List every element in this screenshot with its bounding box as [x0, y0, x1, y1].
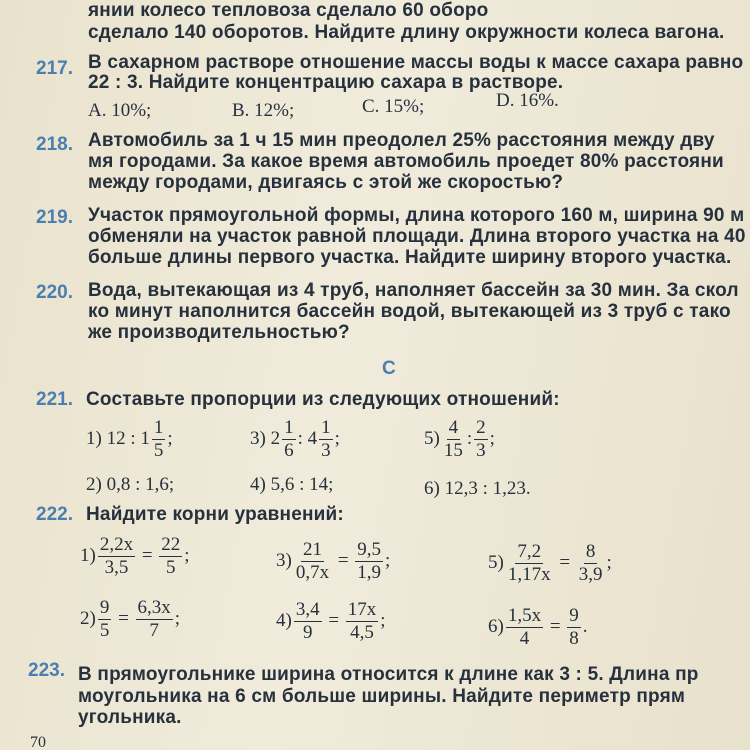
problem-217-option-b: B. 12%; [232, 100, 295, 121]
problem-217-option-d: D. 16%. [496, 90, 559, 111]
denominator: 5 [99, 619, 110, 641]
numerator: 7,2 [517, 541, 542, 562]
fraction [136, 598, 173, 641]
math-token: 1) 12 : 1 [86, 428, 150, 450]
math-token: = [323, 610, 344, 632]
fraction [346, 600, 379, 643]
problem-219-line-2: обменяли на участок равной площади. Длина второго участка на 40 [88, 226, 746, 247]
prev-problem-line-1: янии колесо тепловоза сделало 60 оборо [88, 0, 489, 21]
problem-221-item-5 [424, 418, 495, 461]
fraction [319, 418, 333, 461]
denominator: 3,9 [578, 563, 603, 585]
numerator: 1,5x [507, 605, 542, 626]
denominator: 9 [302, 621, 313, 643]
fraction [506, 542, 553, 585]
problem-219-line-3: больше длины первого участка. Найдите ширину второго участка. [88, 247, 732, 268]
problem-217-line-2: 22 : 3. Найдите концентрацию сахара в растворе. [88, 72, 564, 93]
problem-222-number: 222. [36, 504, 73, 525]
problem-218-line-1: Автомобиль за 1 ч 15 мин преодолел 25% расстояния между дву [88, 130, 715, 151]
fraction [506, 606, 543, 649]
math-token: 4) [276, 610, 292, 632]
math-token: 3) [276, 550, 292, 572]
problem-217-number: 217. [36, 58, 73, 79]
math-token: ; [380, 610, 386, 632]
problem-222-equation-3 [276, 540, 390, 583]
fraction [442, 418, 465, 461]
numerator: 22 [161, 534, 181, 555]
problem-223-number: 223. [28, 660, 65, 681]
section-heading-c: C [382, 358, 396, 379]
problem-222-equation-1 [80, 535, 190, 578]
problem-220-line-1: Вода, вытекающая из 4 труб, наполняет бассейн за 30 мин. За скол [88, 280, 739, 301]
math-token: = [137, 545, 158, 567]
problem-217-option-c: C. 15%; [362, 96, 425, 117]
problem-217-line-1: В сахарном растворе отношение массы воды к массе сахара равно [88, 52, 744, 73]
problem-219-line-1: Участок прямоугольной формы, длина которого 160 м, ширина 90 м [88, 205, 745, 226]
denominator: 1,9 [357, 561, 382, 583]
problem-222-equation-4 [276, 600, 386, 643]
fraction [98, 535, 135, 578]
denominator: 3 [321, 439, 331, 461]
problem-219-number: 219. [36, 207, 73, 228]
math-token: 2) [80, 608, 96, 630]
problem-222-equation-2 [80, 598, 180, 641]
math-token: = [554, 552, 575, 574]
denominator: 4 [519, 627, 530, 649]
math-token: 6) [488, 616, 504, 638]
problem-221-item-6: 6) 12,3 : 1,23. [424, 478, 531, 499]
denominator: 3,5 [104, 556, 129, 578]
math-token: 1) [80, 545, 96, 567]
math-token: ; [489, 428, 495, 450]
math-token: : 4 [297, 428, 318, 450]
denominator: 5 [153, 439, 164, 461]
problem-220-line-3: же производительностью? [88, 322, 350, 343]
fraction [294, 540, 331, 583]
math-token: ; [334, 428, 340, 450]
numerator: 2 [476, 417, 486, 438]
problem-223-line-2: моугольника на 6 см больше ширины. Найдите периметр прям [78, 686, 686, 707]
math-token: = [333, 550, 354, 572]
problem-221-item-4: 4) 5,6 : 14; [250, 474, 334, 495]
denominator: 15 [443, 439, 463, 461]
problem-221-item-3 [250, 418, 340, 461]
page-number: 70 [30, 734, 46, 750]
problem-221-item-2: 2) 0,8 : 1,6; [86, 474, 175, 495]
denominator: 3 [476, 439, 486, 461]
denominator: 0,7x [295, 561, 330, 583]
numerator: 4 [448, 417, 459, 438]
numerator: 21 [302, 539, 322, 560]
fraction [294, 600, 322, 643]
math-token: 5) [488, 552, 504, 574]
numerator: 1 [153, 417, 164, 438]
math-token: 3) 2 [250, 428, 281, 450]
problem-218-line-2: мя городами. За какое время автомобиль проедет 80% расстояни [88, 151, 724, 172]
denominator: 6 [284, 439, 294, 461]
fraction [152, 418, 166, 461]
denominator: 1,17x [507, 563, 551, 585]
fraction [577, 542, 605, 585]
numerator: 6,3x [137, 597, 171, 618]
numerator: 1 [321, 417, 331, 438]
problem-221-item-1 [86, 418, 173, 461]
numerator: 2,2x [99, 534, 134, 555]
math-token: : [466, 428, 473, 450]
fraction [567, 606, 581, 649]
fraction [474, 418, 488, 461]
math-token: ; [606, 552, 612, 574]
problem-220-line-2: ко минут наполнится бассейн водой, вытекающей из 3 труб с тако [88, 301, 731, 322]
problem-223-line-3: угольника. [78, 707, 182, 728]
problem-217-option-a: A. 10%; [88, 100, 152, 121]
numerator: 17x [347, 599, 377, 620]
math-token: ; [385, 550, 391, 572]
fraction [355, 540, 383, 583]
prev-problem-line-2: сделало 140 оборотов. Найдите длину окружности колеса вагона. [88, 22, 725, 43]
numerator: 9 [99, 597, 110, 618]
problem-221-title: Составьте пропорции из следующих отношений: [86, 389, 560, 410]
problem-218-line-3: между городами, двигаясь с этой же скоростью? [88, 172, 564, 193]
problem-222-title: Найдите корни уравнений: [86, 504, 344, 525]
numerator: 9,5 [357, 539, 382, 560]
numerator: 1 [284, 417, 294, 438]
numerator: 8 [585, 541, 596, 562]
fraction [159, 535, 182, 578]
math-token: 5) [424, 428, 440, 450]
problem-221-number: 221. [36, 389, 73, 410]
fraction [282, 418, 296, 461]
denominator: 4,5 [350, 621, 374, 643]
problem-222-equation-6 [488, 606, 588, 649]
problem-222-equation-5 [488, 542, 612, 585]
problem-220-number: 220. [36, 282, 73, 303]
math-token: = [113, 608, 134, 630]
problem-223-line-1: В прямоугольнике ширина относится к длине как 3 : 5. Длина пр [78, 664, 699, 685]
denominator: 5 [166, 556, 176, 578]
math-token: ; [184, 545, 190, 567]
denominator: 8 [569, 627, 579, 649]
problem-218-number: 218. [36, 134, 73, 155]
math-token: = [545, 616, 566, 638]
math-token: ; [174, 608, 181, 630]
numerator: 9 [569, 605, 579, 626]
fraction [98, 598, 112, 641]
math-token: ; [167, 428, 173, 450]
numerator: 3,4 [295, 599, 320, 620]
denominator: 7 [149, 619, 159, 641]
math-token: . [582, 616, 588, 638]
